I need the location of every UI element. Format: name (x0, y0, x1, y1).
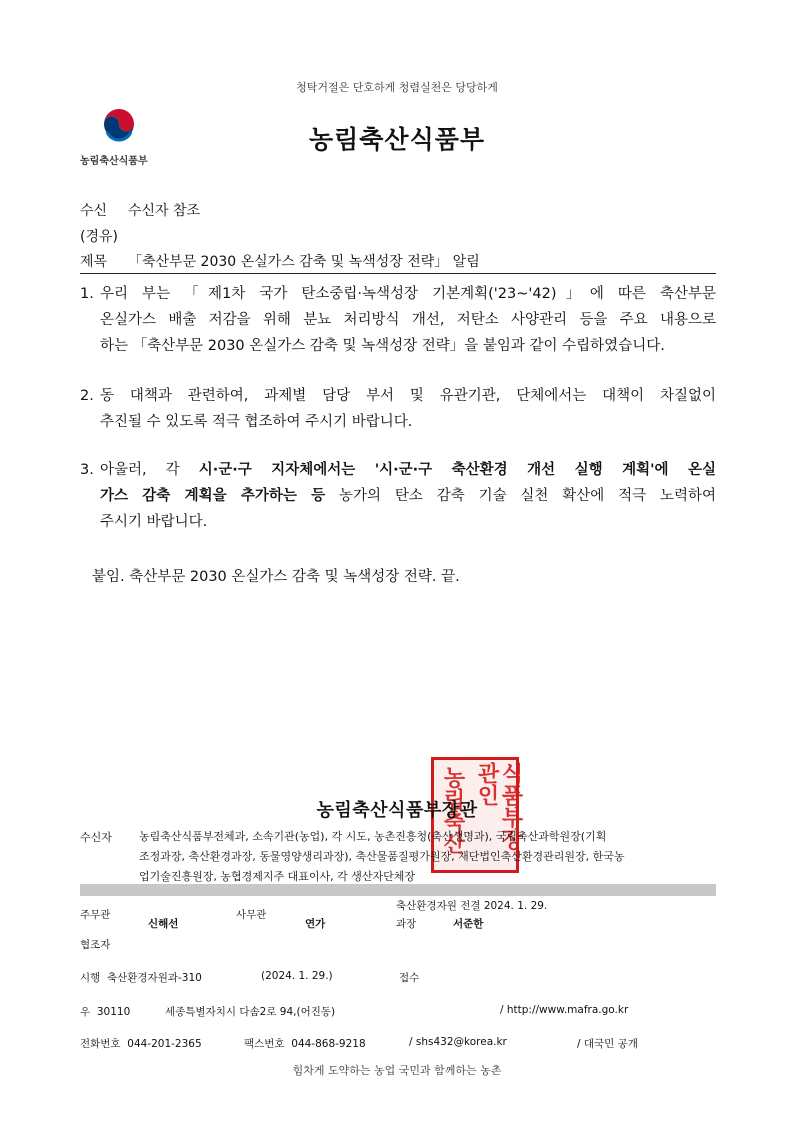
paragraph-text: 농가의 탄소 감축 기술 실천 확산에 적극 노력하여 (325, 488, 717, 504)
paragraph-line (80, 483, 716, 509)
enforce-label: 시행 (80, 972, 101, 984)
paragraph-line: 주시기 바랍니다. (100, 514, 208, 530)
subject-label: 제목 (80, 254, 108, 270)
top-slogan: 청탁거절은 단호하게 청렴실천은 당당하게 (296, 81, 498, 94)
paragraph-text: 아울러, 각 (100, 462, 199, 478)
recipients-line: 업기술진흥원장, 농협경제지주 대표이사, 각 생산자단체장 (139, 870, 416, 883)
drafter-name: 신해선 (148, 918, 179, 930)
recipient-line (80, 200, 200, 220)
bottom-slogan: 힘차게 도약하는 농업 국민과 함께하는 농촌 (292, 1064, 502, 1077)
logo-text: 농림축산식품부 (80, 156, 148, 167)
paragraph-number: 1. (80, 286, 94, 302)
fax-label: 팩스번호 (244, 1038, 285, 1050)
via-line: (경유) (80, 229, 118, 245)
paragraph-2 (80, 383, 716, 435)
emphasis-text: 시·군·구 지자체에서는 '시·군·구 축산환경 개선 실행 계획'에 온실 (198, 462, 717, 478)
subject-divider (80, 273, 716, 274)
postal-label: 우 (80, 1006, 91, 1018)
emphasis-text: 가스 감축 계획을 추가하는 등 (100, 488, 326, 504)
approval-divider (80, 884, 716, 896)
paragraph-line: 우리 부는 「제1차 국가 탄소중립·녹색성장 기본계획('23~'42)」에 따른 축산부문 (100, 286, 716, 302)
postal-code: 30110 (96, 1006, 131, 1018)
seal-text: 식품부장관인 (474, 762, 523, 850)
recipients-line: 조정과장, 축산환경과장, 동물영양생리과장), 축산물품질평가원장, 재단법인축산환경관리원장, 한국농 (139, 850, 625, 863)
postal-line (80, 1004, 130, 1019)
paragraph-line: 하는 「축산부문 2030 온실가스 감축 및 녹색성장 전략」을 붙임과 같이 수립하였습니다. (100, 338, 665, 354)
website-link[interactable]: / http://www.mafra.go.kr (500, 1004, 629, 1016)
recipient-label: 수신 (80, 203, 108, 219)
phone-label: 전화번호 (80, 1038, 121, 1050)
cooperator-label: 협조자 (80, 939, 111, 951)
paragraph-line: 추진될 수 있도록 적극 협조하여 주시기 바랍니다. (100, 414, 413, 430)
paragraph-line: 동 대책과 관련하여, 과제별 담당 부서 및 유관기관, 단체에서는 대책이 차질없이 (100, 388, 716, 404)
fax-number: 044-868-9218 (291, 1038, 366, 1050)
officer-name: 연가 (305, 918, 326, 930)
seal-text: 농림축산 (440, 766, 465, 854)
chief-label: 과장 (396, 918, 417, 930)
final-approval-note: 축산환경자원 전결 2024. 1. 29. (396, 900, 548, 912)
subject-line (80, 251, 480, 271)
fax-line (244, 1036, 366, 1051)
recipients-line: 농림축산식품부전체과, 소속기관(농업), 각 시도, 농촌진흥청(축산생명과), 국립축산과학원장(기획 (139, 830, 607, 843)
recipients-label: 수신자 (80, 831, 112, 844)
paragraph-1 (80, 281, 716, 359)
drafter-label: 주무관 (80, 909, 111, 921)
paragraph-3 (80, 457, 716, 535)
officer-label: 사무관 (236, 909, 267, 921)
paragraph-line: 온실가스 배출 저감을 위해 분뇨 처리방식 개선, 저탄소 사양관리 등을 주요 내용으로 (100, 312, 716, 328)
attachment-note: 붙임. 축산부문 2030 온실가스 감축 및 녹색성장 전략. 끝. (92, 569, 460, 585)
address: 세종특별자치시 다솜2로 94,(어진동) (165, 1006, 336, 1018)
recipient-value: 수신자 참조 (128, 203, 201, 219)
recipients-list (139, 827, 716, 887)
chief-name: 서준한 (453, 918, 484, 930)
paragraph-line (80, 457, 716, 483)
receipt-label: 접수 (399, 972, 420, 984)
paragraph-number: 2. (80, 388, 94, 404)
phone-number: 044-201-2365 (127, 1038, 202, 1050)
enforcement-line (80, 970, 202, 985)
enforce-date: (2024. 1. 29.) (261, 970, 333, 982)
minister-title: 농림축산식품부장관 (316, 800, 478, 821)
organization-name: 농림축산식품부 (308, 125, 486, 154)
disclosure-status: / 대국민 공개 (577, 1038, 638, 1050)
enforce-number: 축산환경자원과-310 (106, 972, 202, 984)
email-link[interactable]: / shs432@korea.kr (409, 1036, 507, 1048)
paragraph-number: 3. (80, 462, 94, 478)
subject-value: 「축산부문 2030 온실가스 감축 및 녹색성장 전략」 알림 (128, 254, 480, 270)
phone-line (80, 1036, 202, 1051)
